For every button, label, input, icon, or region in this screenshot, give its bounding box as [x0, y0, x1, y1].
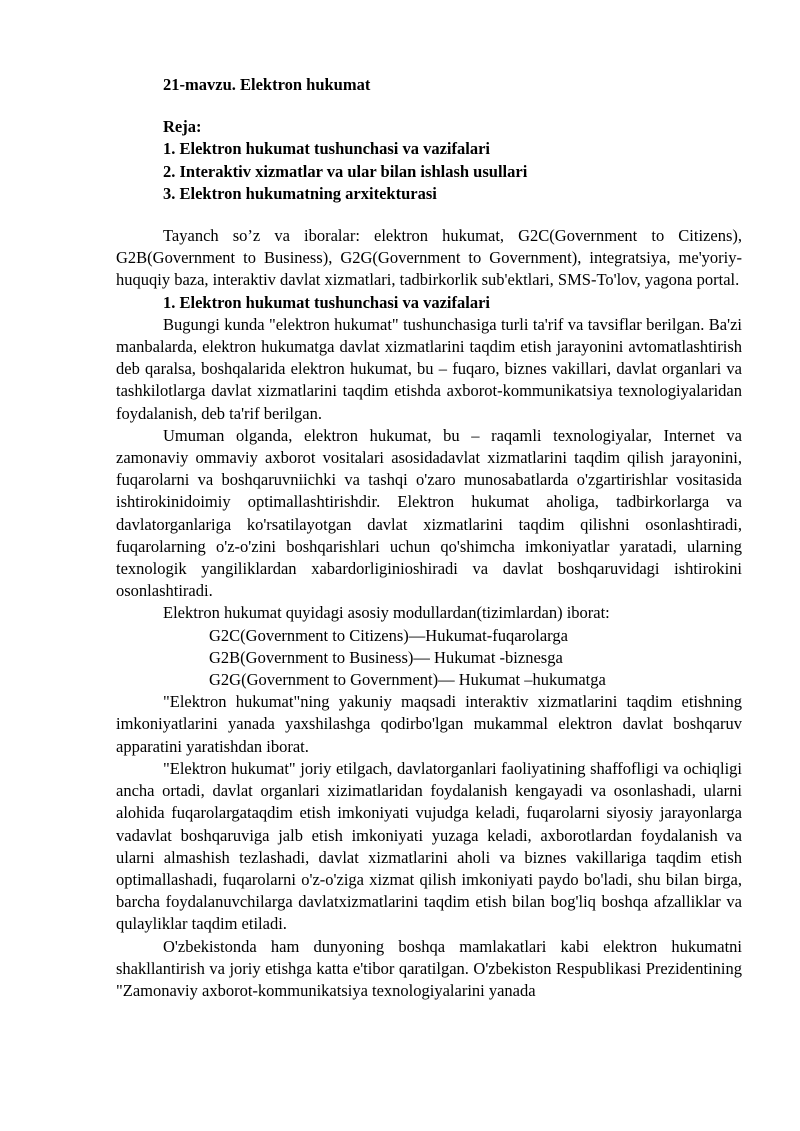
section-heading: 1. Elektron hukumat tushunchasi va vazifalari [163, 292, 491, 312]
plan-heading: Reja: [163, 117, 202, 137]
paragraph-benefits: "Elektron hukumat" joriy etilgach, davlatorganlari faoliyatining shaffofligi va ochiqligi ancha ortadi, davlat organlari xizimatlaridan foydalanish kengayadi va osonlashadi, ularni alohida fuqarolargataqdim etish imkoniyati vujudga keladi, fuqarolarni siyosiy jarayonlarga vadavlat boshqaruviga jalb etish imkoniyati yuzaga keladi, axborotlardan foydalanish va ularni almashish tezlashadi, davlat xizmatlarini aholi va biznes vakillariga taqdim etish optimallashadi, fuqarolarni o'z-o'ziga xizmat qilish imkoniyati paydo bo'ladi, shu bilan birga, barcha foydalanuvchilarga davlatxizmatlarini taqdim etish bilan bog'liq boshqa afzalliklar va qulayliklar taqdim etiladi. [116, 758, 742, 934]
plan-item-3: 3. Elektron hukumatning arxitekturasi [163, 183, 437, 203]
plan-item-1: 1. Elektron hukumat tushunchasi va vazifalari [163, 139, 491, 159]
paragraph-overview: Umuman olganda, elektron hukumat, bu – raqamli texnologiyalar, Internet va zamonaviy ommaviy axborot vositalari asosidadavlat xizmatlarini taqdim qilish jarayonini, fuqarolarni va boshqaruvniichki va tashqi o'zaro munosabatlarda o'zgartirishlar vositasida ishtirokinidoimiy optimallashtirishdir. Elektron hukumat aholiga, tadbirkorlarga va davlatorganlariga ko'rsatilayotgan davlat xizmatlarini taqdim qilishni osonlashtiradi, fuqarolarning o'z-o'zini boshqarishlari uchun qo'shimcha imkoniyatlar yaratadi, ularning texnologik yangiliklardan xabardorliginioshiradi va davlat boshqaruvidagi ishtirokini osonlashtiradi. [116, 425, 742, 601]
paragraph-definitions: Bugungi kunda "elektron hukumat" tushunchasiga turli ta'rif va tavsiflar berilgan. Ba'zi manbalarda, elektron hukumatga davlat xizmatlarini taqdim etish jarayonini avtomatlashtirish deb qaralsa, boshqalarida elektron hukumat, bu – fuqaro, biznes vakillari, davlat organlari va tashkilotlarga davlat xizmatlarini taqdim etishda axborot-kommunikatsiya texnologiyalaridan foydalanish, deb ta'rif berilgan. [116, 314, 742, 423]
plan-block [116, 116, 742, 205]
document-page [116, 74, 742, 1002]
plan-item-2: 2. Interaktiv xizmatlar va ular bilan ishlash usullari [163, 161, 528, 181]
keywords-paragraph: Tayanch so’z va iboralar: elektron hukumat, G2C(Government to Citizens), G2B(Government to Business), G2G(Government to Government), integratsiya, me'yoriy-huquqiy baza, interaktiv davlat xizmatlari, tadbirkorlik sub'ektlari, SMS-To'lov, yagona portal. [116, 226, 742, 290]
bullet-icon [163, 669, 209, 691]
list-item [116, 669, 742, 691]
list-item [116, 647, 742, 669]
list-item [116, 625, 742, 647]
document-title: 21-mavzu. Elektron hukumat [163, 75, 371, 94]
bullet-icon [163, 625, 209, 647]
module-label: G2C(Government to Citizens)—Hukumat-fuqarolarga [209, 625, 568, 645]
paragraph-goal: "Elektron hukumat"ning yakuniy maqsadi interaktiv xizmatlarini taqdim etishning imkoniyatlarini yanada yaxshilashga qodirbo'lgan mukammal elektron davlat boshqaruv apparatini yaratishdan iborat. [116, 692, 742, 756]
module-list [116, 625, 742, 692]
module-label: G2G(Government to Government)— Hukumat –hukumatga [209, 670, 606, 690]
paragraph-uzbekistan: O'zbekistonda ham dunyoning boshqa mamlakatlari kabi elektron hukumatni shakllantirish va joriy etishga katta e'tibor qaratilgan. O'zbekiston Respublikasi Prezidentining "Zamonaviy axborot-kommunikatsiya texnologiyalarini yanada [116, 936, 742, 1000]
modules-intro: Elektron hukumat quyidagi asosiy modullardan(tizimlardan) iborat: [163, 603, 610, 623]
module-label: G2B(Government to Business)— Hukumat -biznesga [209, 647, 563, 667]
bullet-icon [163, 647, 209, 669]
